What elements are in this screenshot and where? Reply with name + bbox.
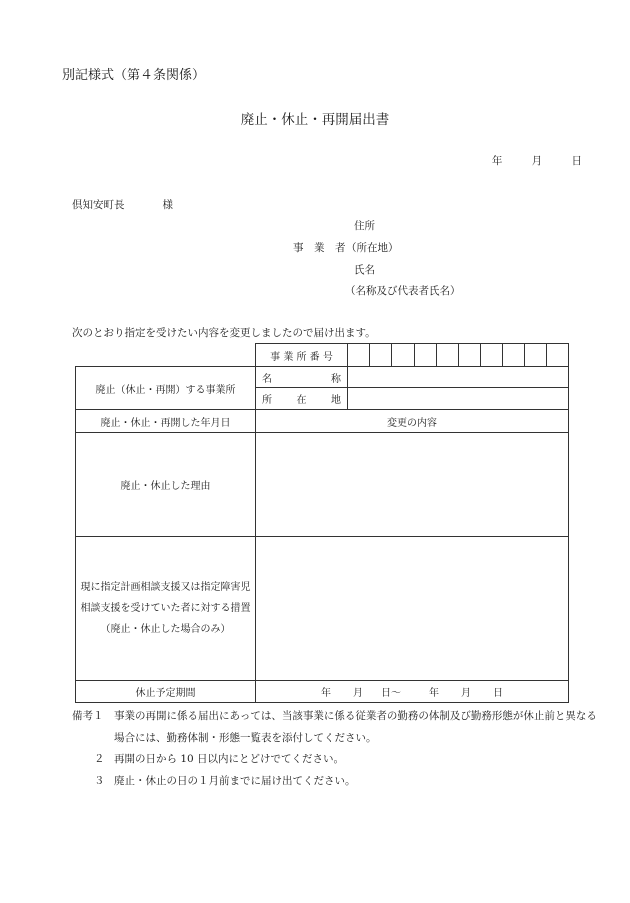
addressee-name: 倶知安町長 xyxy=(72,199,125,211)
period-start-month: 月 xyxy=(353,688,363,699)
lead-text: 次のとおり指定を受けたい内容を変更しましたので届け出ます。 xyxy=(72,327,376,339)
office-number-digit[interactable] xyxy=(503,344,525,367)
measures-line-3: （廃止・休止した場合のみ） xyxy=(100,624,231,635)
office-number-digit[interactable] xyxy=(348,344,370,367)
date-month: 月 xyxy=(531,155,543,167)
office-location-label xyxy=(256,388,348,410)
date-year: 年 xyxy=(491,155,503,167)
office-number-digit[interactable] xyxy=(415,344,437,367)
applicant-role: 事 業 者 xyxy=(293,242,346,254)
date-line xyxy=(466,153,582,168)
planned-period-field[interactable] xyxy=(256,681,569,703)
office-number-digit[interactable] xyxy=(481,344,503,367)
office-name-field[interactable] xyxy=(348,367,569,388)
note-1-line-1: 事業の再開に係る届出にあっては、当該事業に係る従業者の勤務の体制及び勤務形態が休止前と異なる xyxy=(114,710,597,722)
planned-period-label: 休止予定期間 xyxy=(76,681,256,703)
office-number-digit[interactable] xyxy=(547,344,569,367)
period-start-day: 日～ xyxy=(381,688,401,699)
period-end-day: 日 xyxy=(493,688,503,699)
blank-corner xyxy=(76,344,256,367)
period-start-year: 年 xyxy=(321,688,331,699)
note-1-line-2: 場合には、勤務体制・形態一覧表を添付してください。 xyxy=(114,731,377,744)
applicant-name-note: （名称及び代表者氏名） xyxy=(345,285,461,297)
form-label: 別記様式（第４条関係） xyxy=(62,68,206,83)
location-label-2: 在 xyxy=(296,395,307,406)
measures-field[interactable] xyxy=(256,537,569,681)
document-title: 廃止・休止・再開届出書 xyxy=(240,112,390,128)
measures-line-2: 相談支援を受けていた者に対する措置 xyxy=(80,603,251,614)
period-end-year: 年 xyxy=(429,688,439,699)
date-header: 廃止・休止・再開した年月日 xyxy=(76,410,256,433)
office-location-field[interactable] xyxy=(348,388,569,410)
measures-label xyxy=(76,537,256,681)
location-label-1: 所 xyxy=(262,395,272,406)
office-number-digit[interactable] xyxy=(437,344,459,367)
notes-heading: 備考１ xyxy=(72,710,104,722)
addressee xyxy=(72,197,173,212)
name-label-1: 名 xyxy=(262,373,272,385)
date-day: 日 xyxy=(571,155,582,167)
reason-field[interactable] xyxy=(256,433,569,537)
note-2-number: ２ xyxy=(94,753,105,765)
applicant-address-note: （所在地） xyxy=(346,242,399,254)
change-header: 変更の内容 xyxy=(256,410,569,433)
addressee-honorific: 様 xyxy=(162,199,173,211)
applicant-address-label: 住所 xyxy=(354,220,375,232)
office-label: 廃止（休止・再開）する事業所 xyxy=(76,367,256,410)
period-end-month: 月 xyxy=(461,688,471,699)
notification-form-table xyxy=(75,343,569,703)
name-label-2: 称 xyxy=(331,373,341,385)
notes xyxy=(72,706,597,792)
location-label-3: 地 xyxy=(331,395,341,406)
office-number-digit[interactable] xyxy=(459,344,481,367)
reason-label: 廃止・休止した理由 xyxy=(76,433,256,537)
office-name-label xyxy=(256,367,348,388)
note-2: 再開の日から 10 日以内にとどけでてください。 xyxy=(114,753,345,765)
note-3-number: ３ xyxy=(94,774,105,787)
office-number-digit[interactable] xyxy=(370,344,392,367)
office-number-digit[interactable] xyxy=(525,344,547,367)
note-3: 廃止・休止の日の１月前までに届け出てください。 xyxy=(114,774,356,787)
office-number-digit[interactable] xyxy=(392,344,415,367)
office-number-label: 事 業 所 番 号 xyxy=(256,344,348,367)
applicant-name-label: 氏名 xyxy=(354,264,375,276)
measures-line-1: 現に指定計画相談支援又は指定障害児 xyxy=(80,582,251,593)
